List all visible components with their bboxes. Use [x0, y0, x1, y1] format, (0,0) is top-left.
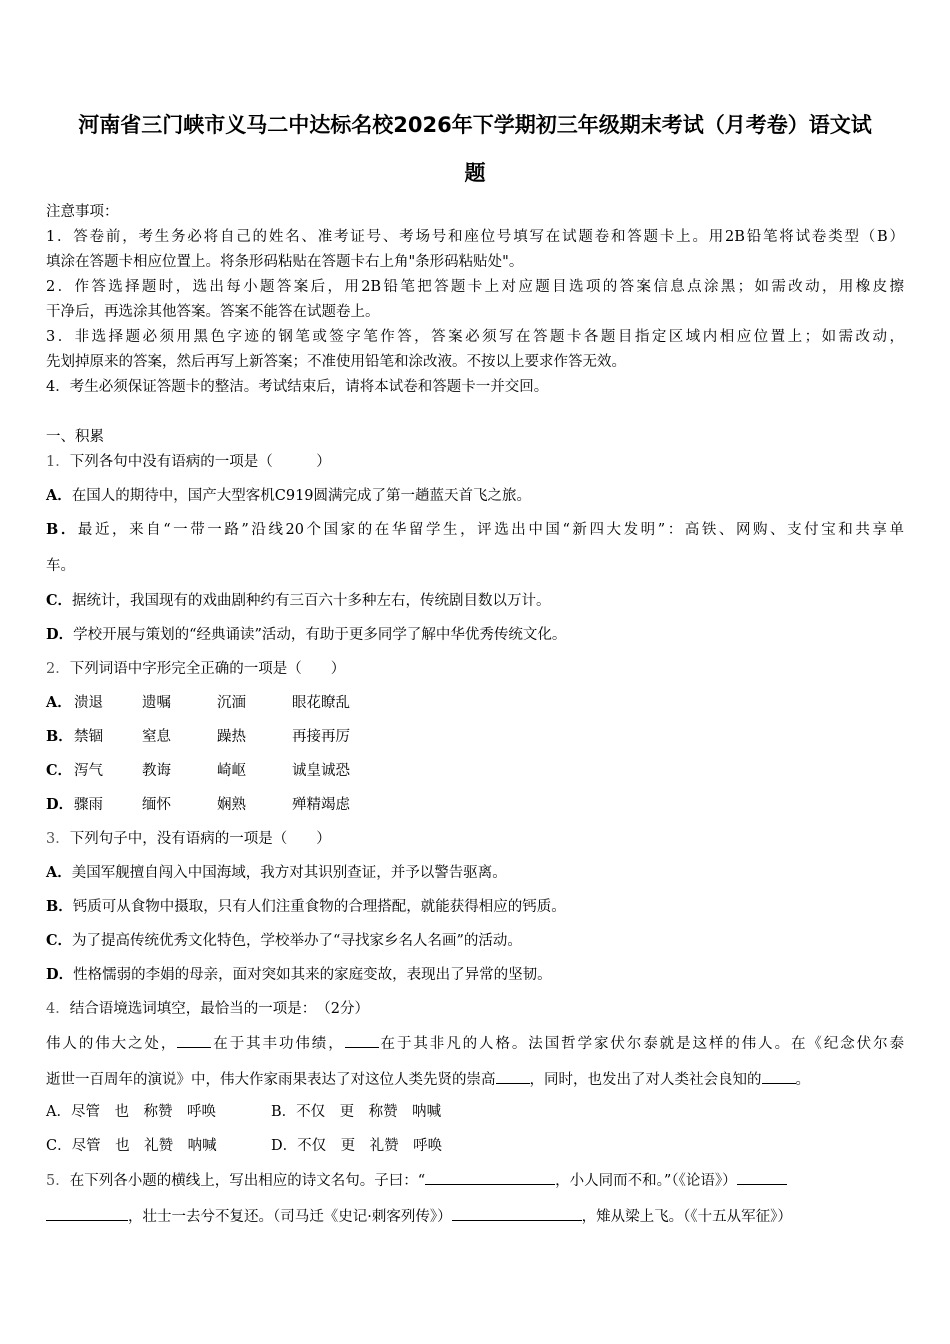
word: 泻气	[74, 763, 103, 779]
fill-blank	[737, 1170, 787, 1185]
option-label: D．	[46, 966, 74, 983]
word: 骤雨	[74, 797, 103, 813]
passage-text: 。	[795, 1072, 810, 1088]
notice-item3-line2: 先划掉原来的答案，然后再写上新答案；不准使用铅笔和涂改液。不按以上要求作答无效。	[46, 354, 626, 370]
option-label: A．	[46, 864, 72, 881]
notice-item2-line1: 2．作答选择题时，选出每小题答案后，用2B铅笔把答题卡上对应题目选项的答案信息点涂黑；如需改动，用橡皮擦	[46, 279, 904, 295]
q4-option-b: B．不仅 更 称赞 呐喊	[271, 1104, 442, 1120]
q1-option-d	[46, 625, 566, 645]
q4-number: 4．	[46, 1001, 70, 1017]
q5-line1	[46, 1170, 787, 1191]
q5-text: ，壮士一去兮不复还。（司马迁《史记·刺客列传》）	[128, 1209, 452, 1225]
word: 娴熟	[217, 797, 246, 813]
exam-title-line2: 题	[464, 161, 486, 185]
word: 诚皇诚恐	[292, 763, 350, 779]
word: 眼花瞭乱	[292, 695, 350, 711]
option-text: 性格懦弱的李娟的母亲，面对突如其来的家庭变故，表现出了异常的坚韧。	[73, 967, 552, 983]
option-label: D．	[46, 796, 74, 813]
word: 窒息	[142, 729, 171, 745]
q1-option-b-line2: 车。	[46, 558, 75, 574]
option-text: 为了提高传统优秀文化特色，学校举办了“寻找家乡名人名画”的活动。	[72, 933, 522, 949]
passage-text: 在于其丰功伟绩，	[211, 1036, 345, 1052]
passage-text: ，同时，也发出了对人类社会良知的	[529, 1072, 762, 1088]
word: 殚精竭虑	[292, 797, 350, 813]
notice-item4: 4．考生必须保证答题卡的整洁。考试结束后，请将本试卷和答题卡一并交回。	[46, 379, 549, 395]
option-label: C．	[46, 762, 73, 779]
fill-blank	[452, 1206, 582, 1221]
notice-item2-line2: 干净后，再选涂其他答案。答案不能答在试题卷上。	[46, 304, 380, 320]
q5-line2	[46, 1206, 792, 1227]
q4-options-row1	[46, 1102, 441, 1122]
q3-option-d	[46, 965, 552, 985]
fill-blank	[345, 1033, 379, 1048]
word: 溃退	[74, 695, 103, 711]
option-text: 钙质可从食物中摄取，只有人们注重食物的合理搭配，就能获得相应的钙质。	[72, 899, 566, 915]
option-label: A．	[46, 487, 72, 504]
option-label: C．	[46, 592, 73, 609]
passage-text: 伟人的伟大之处，	[46, 1036, 178, 1052]
q2-option-a	[46, 693, 350, 713]
fill-blank	[425, 1170, 555, 1185]
notice-heading: 注意事项：	[46, 204, 119, 220]
q2-stem-text: 下列词语中字形完全正确的一项是（ ）	[69, 661, 346, 677]
fill-blank	[46, 1206, 128, 1221]
q4-option-a: A．尽管 也 称赞 呼唤	[46, 1104, 216, 1120]
q3-option-c	[46, 931, 522, 951]
word: 再接再厉	[292, 729, 350, 745]
q4-stem-text: 结合语境选词填空，最恰当的一项是： （2分）	[69, 1001, 369, 1017]
passage-text: 逝世一百周年的演说》中，伟大作家雨果表达了对这位人类先贤的崇高	[46, 1072, 496, 1088]
option-label: B．	[46, 728, 73, 745]
option-text: 美国军舰擅自闯入中国海域，我方对其识别查证，并予以警告驱离。	[71, 865, 507, 881]
q4-options-row2	[46, 1136, 442, 1156]
notice-item1-line1: 1．答卷前，考生务必将自己的姓名、准考证号、考场号和座位号填写在试题卷和答题卡上。用2B铅笔将试卷类型（B）	[46, 229, 904, 245]
q5-number: 5．	[46, 1173, 70, 1189]
fill-blank	[762, 1069, 796, 1084]
option-label: D．	[46, 626, 74, 643]
passage-text: 在于其非凡的人格。法国哲学家伏尔泰就是这样的伟人。在《纪念伏尔泰	[378, 1036, 905, 1052]
q2-stem	[46, 659, 345, 679]
option-label: B．	[46, 898, 73, 915]
q1-number: 1．	[46, 454, 70, 470]
word: 遗嘱	[142, 695, 171, 711]
option-label: A．	[46, 694, 72, 711]
notice-item3-line1: 3．非选择题必须用黑色字迹的钢笔或签字笔作答，答案必须写在答题卡各题目指定区域内相应位置上；如需改动，	[46, 329, 904, 345]
q4-option-d: D．不仅 更 礼赞 呼唤	[271, 1138, 443, 1154]
word: 崎岖	[217, 763, 246, 779]
q3-stem	[46, 829, 331, 849]
word: 躁热	[217, 729, 246, 745]
q2-option-b	[46, 727, 350, 747]
q2-option-c	[46, 761, 350, 781]
option-label: B．	[46, 521, 78, 538]
q1-option-c	[46, 591, 551, 611]
q1-stem-text: 下列各句中没有语病的一项是（ ）	[69, 454, 331, 470]
q4-passage-line1	[46, 1033, 904, 1054]
q1-option-b-line1	[46, 520, 904, 540]
q5-text: ，小人同而不和。”（《论语》）	[555, 1173, 737, 1189]
q2-option-d	[46, 795, 350, 815]
option-text: 据统计，我国现有的戏曲剧种约有三百六十多种左右，传统剧目数以万计。	[72, 593, 551, 609]
q5-text: ，雉从梁上飞。（《十五从军征》）	[581, 1209, 792, 1225]
q1-stem	[46, 452, 331, 472]
option-label: C．	[46, 932, 73, 949]
q4-passage-line2	[46, 1069, 810, 1090]
q3-stem-text: 下列句子中，没有语病的一项是（ ）	[69, 831, 331, 847]
q3-option-b	[46, 897, 566, 917]
q3-option-a	[46, 863, 507, 883]
fill-blank	[496, 1069, 530, 1084]
section-heading: 一、积累	[46, 429, 104, 445]
fill-blank	[177, 1033, 211, 1048]
q1-option-a	[46, 486, 531, 506]
word: 禁锢	[74, 729, 103, 745]
option-text: 在国人的期待中，国产大型客机C919圆满完成了第一趟蓝天首飞之旅。	[71, 488, 532, 504]
word: 沉湎	[217, 695, 246, 711]
q2-number: 2．	[46, 661, 70, 677]
exam-title-line1: 河南省三门峡市义马二中达标名校2026年下学期初三年级期末考试（月考卷）语文试	[78, 113, 872, 137]
word: 教诲	[142, 763, 171, 779]
q3-number: 3．	[46, 831, 70, 847]
option-text: 学校开展与策划的“经典诵读”活动，有助于更多同学了解中华优秀传统文化。	[73, 627, 567, 643]
notice-item1-line2: 填涂在答题卡相应位置上。将条形码粘贴在答题卡右上角"条形码粘贴处"。	[46, 254, 524, 270]
q5-text: 在下列各小题的横线上，写出相应的诗文名句。子曰：“	[69, 1173, 426, 1189]
q4-option-c: C．尽管 也 礼赞 呐喊	[46, 1138, 217, 1154]
option-text: 最近，来自“一带一路”沿线20个国家的在华留学生，评选出中国“新四大发明”：高铁、网购、支付宝和共享单	[77, 522, 904, 538]
word: 缅怀	[142, 797, 171, 813]
q4-stem	[46, 999, 369, 1019]
